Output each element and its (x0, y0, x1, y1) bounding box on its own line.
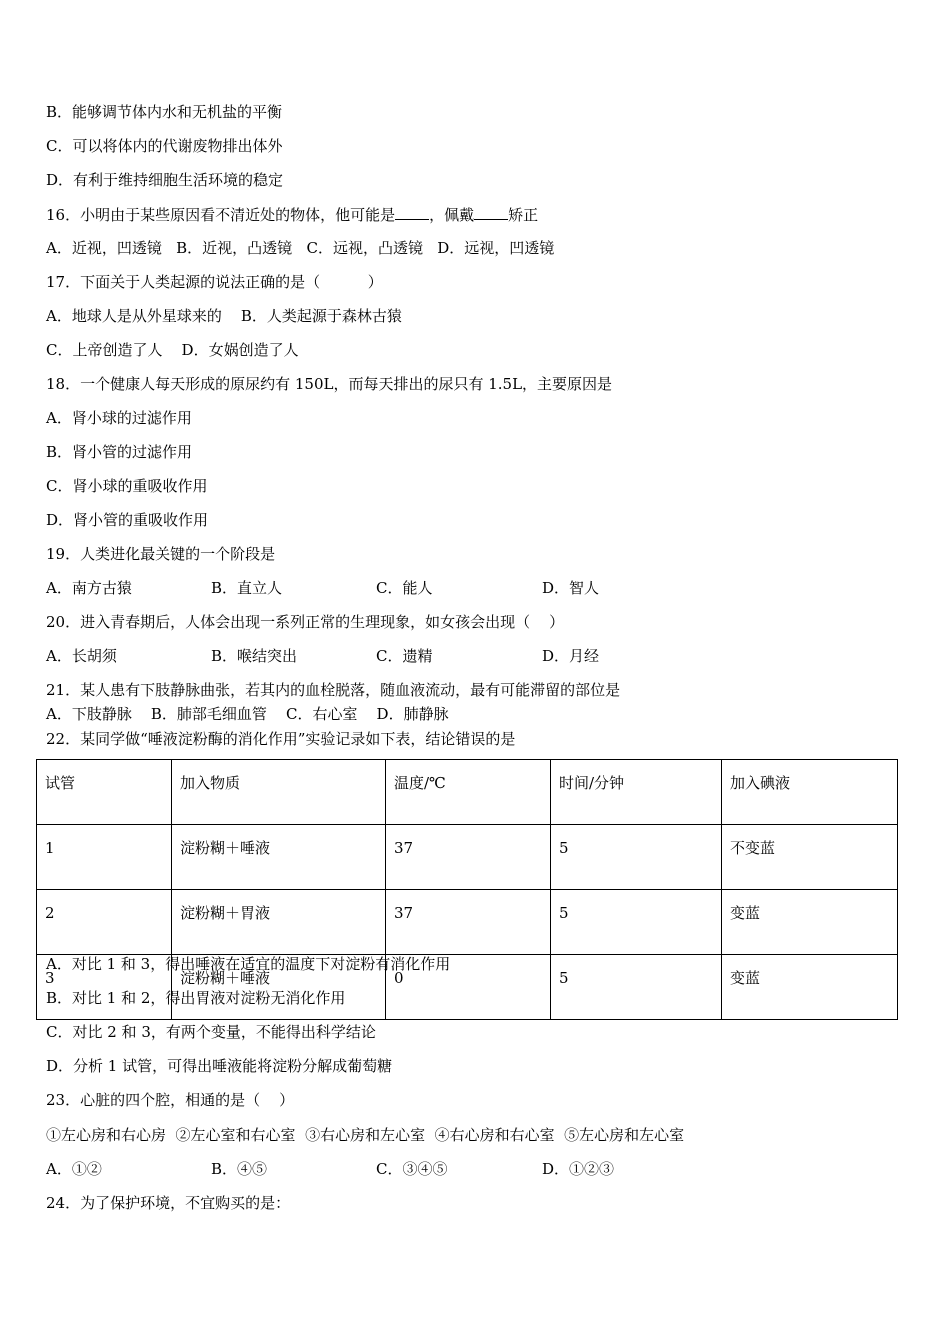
table-cell: 1 (37, 825, 172, 890)
q18-option-b: B．肾小管的过滤作用 (46, 443, 193, 461)
table-cell: 不变蓝 (722, 825, 898, 890)
q23-option-c: C．③④⑤ (376, 1160, 448, 1178)
q18-option-a: A．肾小球的过滤作用 (46, 409, 192, 427)
table-cell: 0 (386, 955, 551, 1020)
q17-stem: 17．下面关于人类起源的说法正确的是（ ） (46, 273, 383, 291)
q16-stem-part1: 16．小明由于某些原因看不清近处的物体，他可能是 (46, 206, 396, 224)
q22-option-a: A．对比 1 和 3，得出唾液在适宜的温度下对淀粉有消化作用 (46, 955, 451, 973)
q15-option-d: D．有利于维持细胞生活环境的稳定 (46, 171, 284, 189)
table-cell: 淀粉糊＋唾液 (172, 825, 386, 890)
answer-blank (395, 204, 429, 220)
q19-stem: 19．人类进化最关键的一个阶段是 (46, 545, 276, 563)
q21-options: A．下肢静脉 B．肺部毛细血管 C．右心室 D．肺静脉 (46, 705, 449, 723)
q20-stem: 20．进入青春期后，人体会出现一系列正常的生理现象，如女孩会出现（ ） (46, 613, 565, 631)
q23-options (46, 1159, 906, 1179)
table-cell: 5 (551, 955, 722, 1020)
table-row (37, 890, 898, 955)
table-cell: 淀粉糊＋胃液 (172, 890, 386, 955)
q16-stem (46, 204, 538, 225)
q15-option-c: C．可以将体内的代谢废物排出体外 (46, 137, 283, 155)
q19-option-c: C．能人 (376, 579, 433, 597)
q18-option-d: D．肾小管的重吸收作用 (46, 511, 209, 529)
experiment-table (36, 759, 898, 1020)
q19-options (46, 578, 906, 598)
table-header-cell: 加入碘液 (722, 760, 898, 825)
q23-option-b: B．④⑤ (211, 1160, 268, 1178)
table-cell: 变蓝 (722, 890, 898, 955)
table-header-row (37, 760, 898, 825)
q20-option-d: D．月经 (542, 647, 600, 665)
table-header-cell: 温度/℃ (386, 760, 551, 825)
table-cell: 淀粉糊＋唾液 (172, 955, 386, 1020)
q16-options: A．近视，凹透镜 B．近视，凸透镜 C．远视，凸透镜 D．远视，凹透镜 (46, 239, 555, 257)
q20-options (46, 646, 906, 666)
q22-option-b: B．对比 1 和 2，得出胃液对淀粉无消化作用 (46, 989, 346, 1007)
table-cell: 5 (551, 890, 722, 955)
q21-stem: 21．某人患有下肢静脉曲张，若其内的血栓脱落，随血液流动，最有可能滞留的部位是 (46, 681, 621, 699)
table-header-cell: 加入物质 (172, 760, 386, 825)
q19-option-d: D．智人 (542, 579, 600, 597)
q22-option-c: C．对比 2 和 3，有两个变量，不能得出科学结论 (46, 1023, 376, 1041)
table-cell: 5 (551, 825, 722, 890)
q22-stem: 22．某同学做“唾液淀粉酶的消化作用”实验记录如下表，结论错误的是 (46, 730, 516, 748)
table-cell: 2 (37, 890, 172, 955)
q18-option-c: C．肾小球的重吸收作用 (46, 477, 208, 495)
q17-options-ab: A．地球人是从外星球来的 B．人类起源于森林古猿 (46, 307, 402, 325)
q19-option-a: A．南方古猿 (46, 579, 132, 597)
table-cell: 37 (386, 825, 551, 890)
table-cell: 3 (37, 955, 172, 1020)
q22-option-d: D．分析 1 试管，可得出唾液能将淀粉分解成葡萄糖 (46, 1057, 393, 1075)
table-row (37, 825, 898, 890)
q16-stem-part3: 矫正 (508, 206, 539, 224)
q18-stem: 18．一个健康人每天形成的原尿约有 150L，而每天排出的尿只有 1.5L，主要原因是 (46, 375, 613, 393)
table-cell: 37 (386, 890, 551, 955)
table-cell: 变蓝 (722, 955, 898, 1020)
answer-blank (474, 204, 508, 220)
table-header-cell: 试管 (37, 760, 172, 825)
q15-option-b: B．能够调节体内水和无机盐的平衡 (46, 103, 283, 121)
q20-option-a: A．长胡须 (46, 647, 117, 665)
q19-option-b: B．直立人 (211, 579, 283, 597)
q23-option-d: D．①②③ (542, 1160, 615, 1178)
q16-stem-part2: ，佩戴 (429, 206, 475, 224)
q20-option-c: C．遗精 (376, 647, 433, 665)
q24-stem: 24．为了保护环境，不宜购买的是： (46, 1194, 291, 1212)
q20-option-b: B．喉结突出 (211, 647, 298, 665)
q23-option-a: A．①② (46, 1160, 102, 1178)
q23-items: ①左心房和右心房 ②左心室和右心室 ③右心房和左心室 ④右心房和右心室 ⑤左心房和左心室 (46, 1126, 685, 1144)
q17-options-cd: C．上帝创造了人 D．女娲创造了人 (46, 341, 299, 359)
table-header-cell: 时间/分钟 (551, 760, 722, 825)
q23-stem: 23．心脏的四个腔，相通的是（ ） (46, 1091, 295, 1109)
